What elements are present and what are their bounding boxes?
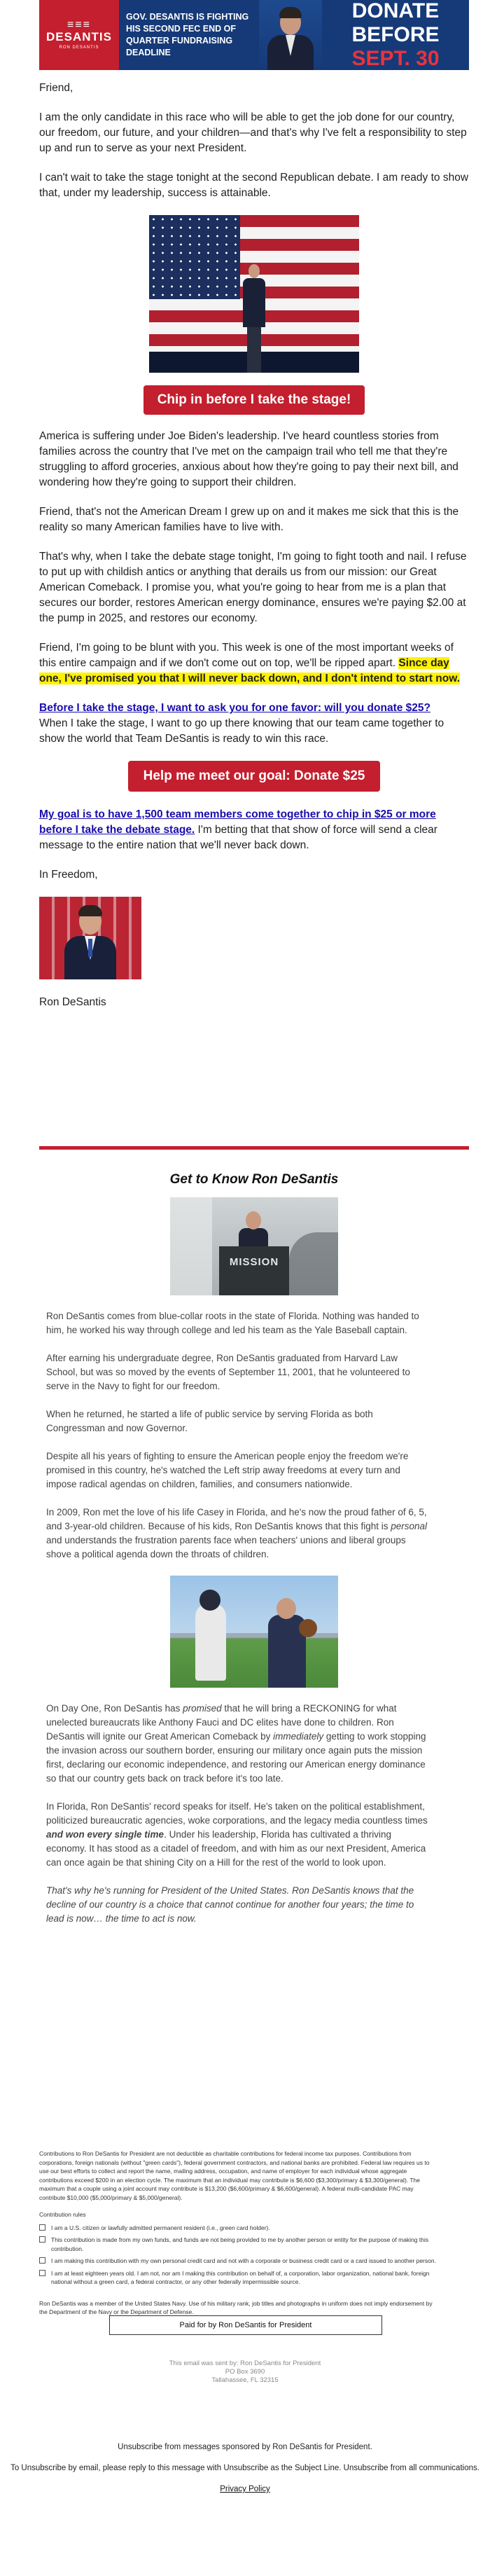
paragraph-text: Friend, I'm going to be blunt with you. This week is one of the most important weeks of this entire campaign and if we don't come out on top, we'll be ripped apart. [39,642,454,669]
checkbox-icon [39,2257,46,2264]
banner-main [119,0,469,70]
chip-in-button[interactable]: Chip in before I take the stage! [144,385,365,415]
cta-line-2: SEPT. 30 [351,47,440,70]
donate-25-button[interactable]: Help me meet our goal: Donate $25 [128,761,380,792]
header-banner[interactable] [39,0,469,70]
letter-paragraph: I am the only candidate in this race who will be able to get the job done for our country, our freedom, our future, and your children—and that's why I've felt a responsibility to step up and run to serve as your next President. [39,111,467,154]
navy-disclaimer: Ron DeSantis was a member of the United States Navy. Use of his military rank, job titles and photographs in uniform does not imply endorsement by the Department of the Navy or the Department of Defense. [39,2299,433,2315]
bio-paragraph: After earning his undergraduate degree, Ron DeSantis graduated from Harvard Law School, but was so moved by the events of September 11, 2001, that he volunteered to serve in the Navy to fight for our freedom. [46,1353,410,1391]
rule-item [39,2269,438,2287]
letter-paragraph [39,807,469,853]
rule-text: This contribution is made from my own funds, and funds are not being provided to me by another person or entity for the purpose of making this contribution. [51,2236,429,2252]
bio-paragraph [46,1702,430,1786]
greeting: Friend, [39,82,74,94]
goal-link[interactable]: My goal is to have 1,500 team members come together to chip in $25 or more before I take the debate stage. [39,808,436,836]
po-box-line: PO Box 3690 [225,2368,265,2376]
legal-disclaimer [39,2149,438,2325]
logo-name: DESANTIS [46,30,112,43]
bio-body-continued [39,1702,469,1926]
sent-by-line: This email was sent by: Ron DeSantis for President [169,2360,321,2367]
rule-text: I am making this contribution with my own personal credit card and not with a corporate or business credit card or a card issued to another person. [51,2257,436,2264]
bio-paragraph [46,1506,430,1562]
bio-closing-paragraph: That's why he's running for President of the United States. Ron DeSantis knows that the decline of our country is a choice that cannot continue for another four years; the time to lead is now… the time to act is now. [46,1885,414,1924]
contribution-rules-label: Contribution rules [39,2211,86,2218]
bio-title: Get to Know Ron DeSantis [169,1172,339,1187]
text-run: that he will bring a RECKONING for what unelected bureaucrats like Anthony Fauci and DC elites have done to children. Ron DeSantis will ignite our Great American Comeback by [46,1703,397,1742]
rule-text: I am at least eighteen years old. I am not, nor am I making this contribution on behalf of, a corporation, labor organization, national bank, foreign national without a green card, a federal contractor, or any other federally impermissible source. [51,2269,430,2285]
letter-body [39,81,469,1024]
privacy-policy-link[interactable]: Privacy Policy [220,2485,270,2493]
rule-item [39,2236,438,2253]
bio-paragraph: Ron DeSantis comes from blue-collar roots in the state of Florida. Nothing was handed to him, he worked his way through college and led his team as the Yale Baseball captain. [46,1311,419,1335]
letter-paragraph: That's why, when I take the debate stage tonight, I'm going to fight tooth and nail. I refuse to put up with childish antics or anything that derails us from our mission: our Great American Comeback. I promise you, what you're going to hear from me is a plan that secures our border, restores American energy dominance, ensures we're paying $2.00 at the pump in 2025, and restores our economy. [39,551,467,624]
section-divider [39,1146,469,1150]
sender-address [0,2360,490,2385]
checkbox-icon [39,2224,46,2231]
checkbox-icon [39,2270,46,2276]
cta-line-1: DONATE BEFORE [351,0,440,46]
mission-podium-image [170,1197,338,1295]
unsubscribe-instructions[interactable]: To Unsubscribe by email, please reply to this message with Unsubscribe as the Subject Line. Unsubscribe from all communications. [10,2464,479,2472]
text-run-italic: immediately [273,1731,324,1742]
city-line: Tallahassee, FL 32315 [211,2376,279,2384]
baseball-photo-image [170,1576,338,1688]
signature-portrait-image [39,897,141,979]
legal-paragraph: Contributions to Ron DeSantis for President are not deductible as charitable contributions for federal income tax purposes. Contributions from corporations, foreign nationals (without "green cards"), federal government contractors, and national banks are prohibited. Federal law requires us to use our best efforts to collect and report the name, mailing address, occupation, and name of employer for each individual whose aggregate contributions exceed $200 in an election cycle. The maximum that an individual may contribute is $6,600 ($3,300/primary & $3,300/general). The maximum that a couple using a joint account may contribute is $13,200 ($6,600/primary & $6,600/general). A federal multi-candidate PAC may contribute $10,000 ($5,000/primary & $5,000/general). [39,2150,430,2201]
donate-25-link[interactable]: Before I take the stage, I want to ask you for one favor: will you donate $25? [39,702,430,714]
text-run: getting to work stopping the invasion across our southern border, ensuring our military once again puts the mission first, declaring our economic independence, and restoring our American energy dominance so that our country gets back on track before it's too late. [46,1731,426,1784]
unsubscribe-section [0,2441,490,2505]
checkbox-icon [39,2236,46,2243]
banner-donate-cta[interactable] [322,0,469,71]
text-run: In 2009, Ron met the love of his life Casey in Florida, and he's now the proud father of 6, 5, and 3-year-old children. Because of his kids, Ron DeSantis knows that this fight is [46,1507,427,1531]
text-run: . Under his leadership, Florida has cultivated a thriving economy. It has stood as a citadel of freedom, and with him as our next President, America can once again be that shining City on a Hill for the rest of the world to look upon. [46,1829,426,1868]
unsubscribe-sponsored-link[interactable]: Unsubscribe from messages sponsored by Ron DeSantis for President. [118,2443,372,2451]
highlighted-promise: Since day one, I've promised you that I will never back down, and I don't intend to start now. [39,657,461,684]
bio-paragraph: When he returned, he started a life of public service by serving Florida as both Congressman and now Governor. [46,1409,373,1433]
rule-item [39,2224,438,2233]
rule-item [39,2257,438,2266]
bio-body [39,1309,469,1562]
rule-text: I am a U.S. citizen or lawfully admitted permanent resident (i.e., green card holder). [51,2224,270,2231]
text-run-bold-italic: and won every single time [46,1829,164,1840]
desantis-logo [39,0,119,70]
text-run: and understands the frustration parents face when teachers' unions and liberal groups shove a political agenda down the throats of children. [46,1535,406,1559]
text-run-italic: personal [391,1521,428,1531]
text-run-italic: promised [183,1703,222,1714]
letter-paragraph: America is suffering under Joe Biden's leadership. I've heard countless stories from families across the country that I've met on the campaign trail who tell me that they're struggling to afford groceries, anxious about how they're going to pay their next bill, and wondering how they're going to support their children. [39,430,458,488]
bio-paragraph [46,1800,430,1870]
desantis-portrait-image [259,0,322,70]
banner-headline: GOV. DESANTIS IS FIGHTING HIS SECOND FEC END OF QUARTER FUNDRAISING DEADLINE [126,12,249,57]
closing: In Freedom, [39,869,98,881]
bio-paragraph: Despite all his years of fighting to ensure the American people enjoy the freedom we're promised in this country, he's watched the Left strip away freedoms at every turn and impose radical agendas on children, families, and consumers nationwide. [46,1451,409,1489]
letter-paragraph: Friend, that's not the American Dream I grew up on and it makes me sick that this is the reality so many American families have to live with. [39,506,459,533]
text-run: On Day One, Ron DeSantis has [46,1703,183,1714]
text-run: In Florida, Ron DeSantis' record speaks for itself. He's taken on the political establishment, politicized bureaucratic agencies, woke corporations, and the legacy media countless times [46,1801,428,1826]
paid-for-box: Paid for by Ron DeSantis for President [109,2315,382,2335]
paragraph-text: I'm betting that that show of force will send a clear message to the entire nation that we'll never back down. [39,824,438,851]
bio-section [39,1172,469,1940]
signature-name: Ron DeSantis [39,996,106,1008]
logo-subtitle: RON DESANTIS [59,46,99,50]
letter-paragraph: I can't wait to take the stage tonight at the second Republican debate. I am ready to show that, under my leadership, success is attainable. [39,172,469,199]
logo-stripes-icon: ≡≡≡ [66,19,91,31]
podium-text: MISSION [229,1256,279,1268]
contribution-rules-list [39,2224,438,2287]
letter-paragraph [39,701,469,747]
debate-stage-image[interactable] [149,215,359,373]
paragraph-text: When I take the stage, I want to go up there knowing that our team came together to show the world that Team DeSantis is ready to win this race. [39,717,444,745]
letter-paragraph [39,640,469,687]
